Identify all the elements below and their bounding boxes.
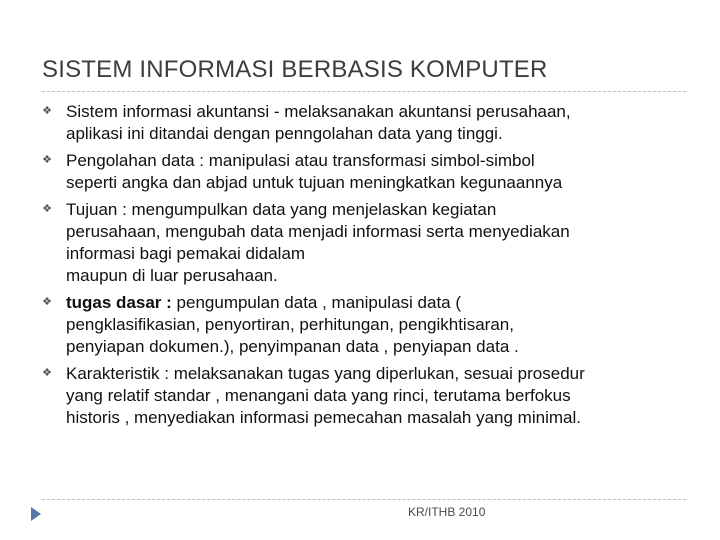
bullet-item-5 [42, 363, 682, 429]
bullet-text [66, 199, 682, 287]
bullet-line: perusahaan, mengubah data menjadi informasi serta menyediakan [66, 222, 570, 241]
bullet-line: Sistem informasi akuntansi - melaksanakan akuntansi perusahaan, [66, 102, 571, 121]
bullet-first-line [66, 292, 682, 314]
bullet-line: informasi bagi pemakai didalam [66, 244, 306, 263]
bullet-item-2 [42, 150, 682, 194]
footer-divider [42, 499, 686, 500]
footer-text: KR/ITHB 2010 [408, 505, 486, 519]
four-diamond-bullet-icon: ❖ [42, 203, 52, 215]
four-diamond-bullet-icon: ❖ [42, 105, 52, 117]
four-diamond-bullet-icon: ❖ [42, 154, 52, 166]
bullet-item-4 [42, 292, 682, 358]
bullet-line: aplikasi ini ditandai dengan penngolahan data yang tinggi. [66, 124, 503, 143]
bullet-item-1 [42, 101, 682, 145]
bullet-line: maupun di luar perusahaan. [66, 266, 278, 285]
bullet-line: pengklasifikasian, penyortiran, perhitungan, pengikhtisaran, [66, 315, 514, 334]
bullet-line: Tujuan : mengumpulkan data yang menjelaskan kegiatan [66, 200, 497, 219]
bullet-line: historis , menyediakan informasi pemecahan masalah yang minimal. [66, 408, 581, 427]
bullet-text [66, 101, 682, 145]
bullet-text [66, 150, 682, 194]
four-diamond-bullet-icon: ❖ [42, 296, 52, 308]
bullet-line: Karakteristik : melaksanakan tugas yang diperlukan, sesuai prosedur [66, 364, 585, 383]
bullet-text [66, 292, 682, 358]
slide-title: SISTEM INFORMASI BERBASIS KOMPUTER [42, 56, 548, 83]
bullet-text [66, 363, 682, 429]
bullet-line: penyiapan dokumen.), penyimpanan data , penyiapan data . [66, 337, 519, 356]
bullet-list [42, 101, 682, 434]
bold-prefix: tugas dasar : [66, 293, 177, 312]
bullet-line: yang relatif standar , menangani data yang rinci, terutama berfokus [66, 386, 571, 405]
four-diamond-bullet-icon: ❖ [42, 367, 52, 379]
bullet-line-rest: pengumpulan data , manipulasi data ( [176, 293, 462, 312]
footer-arrow-icon [31, 507, 41, 521]
bullet-line: seperti angka dan abjad untuk tujuan meningkatkan kegunaannya [66, 173, 563, 192]
bullet-item-3 [42, 199, 682, 287]
title-divider [42, 91, 686, 92]
bullet-line: Pengolahan data : manipulasi atau transformasi simbol-simbol [66, 151, 535, 170]
